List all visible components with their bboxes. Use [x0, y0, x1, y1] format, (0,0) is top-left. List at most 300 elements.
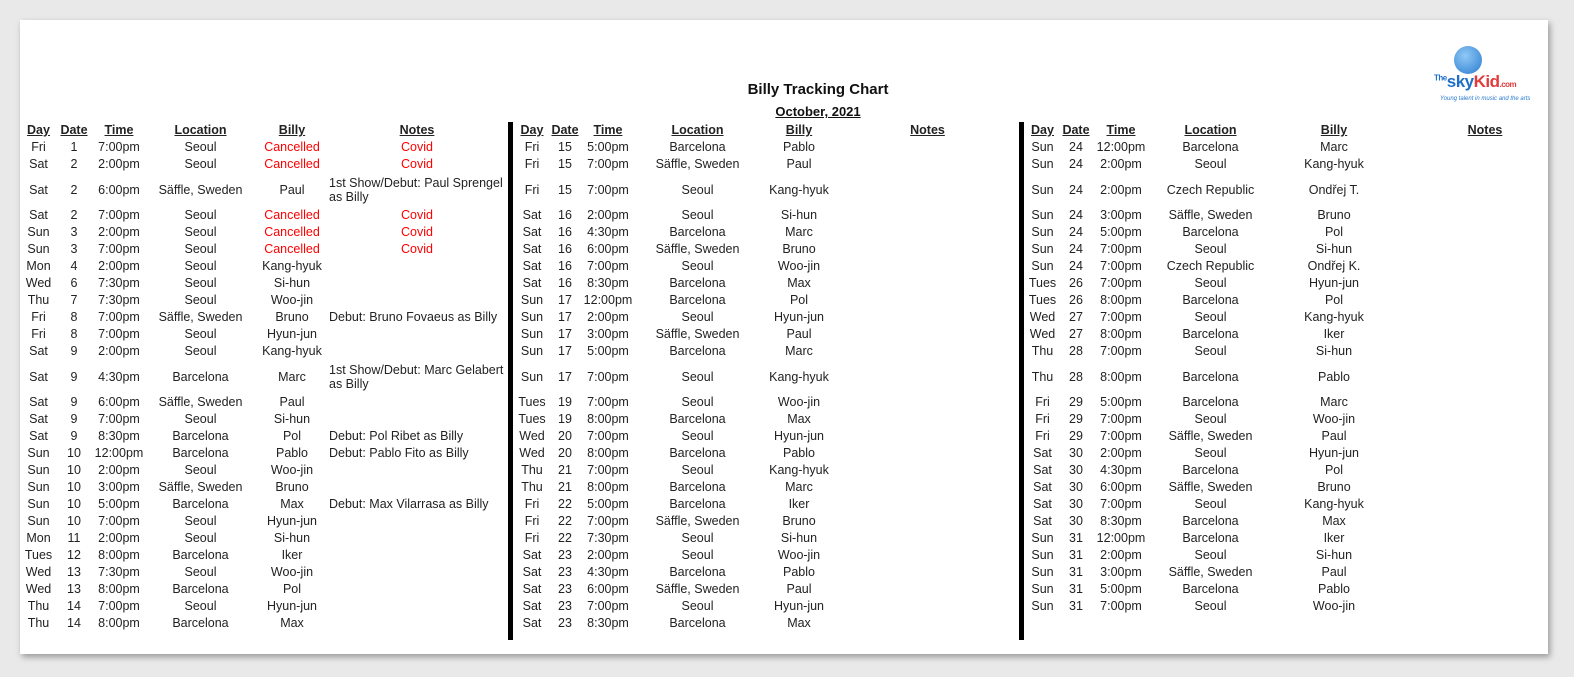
- cell-location: Barcelona: [669, 344, 726, 358]
- cell-day: Sat: [29, 395, 48, 409]
- cell-date: 28: [1069, 344, 1083, 358]
- cell-date: 9: [70, 412, 78, 426]
- cell-location: Seoul: [184, 208, 217, 222]
- cell-time: 2:00pm: [98, 157, 140, 171]
- cell-billy: Pablo: [783, 140, 815, 154]
- cell-day: Sun: [1031, 208, 1054, 222]
- cell-time: 5:00pm: [587, 497, 629, 511]
- cell-notes: [327, 394, 507, 411]
- cell-location: Säffle, Sweden: [655, 582, 740, 596]
- cell-day: Wed: [1029, 310, 1056, 324]
- cell-notes: [327, 615, 507, 632]
- cell-location: Seoul: [184, 599, 217, 613]
- cell-notes: [1396, 224, 1574, 241]
- cell-date: 16: [558, 208, 572, 222]
- cell-location: Säffle, Sweden: [158, 183, 243, 197]
- cell-location: Seoul: [681, 463, 714, 477]
- cell-location: Seoul: [1194, 412, 1227, 426]
- cell-day: Fri: [31, 140, 46, 154]
- cell-notes: [839, 462, 1016, 479]
- cell-billy: Bruno: [275, 310, 309, 324]
- cell-day: Wed: [1029, 327, 1056, 341]
- cell-location: Säffle, Sweden: [1168, 565, 1253, 579]
- cell-day: Sun: [1031, 183, 1054, 197]
- header-location: Location: [671, 123, 724, 137]
- cell-notes: [839, 428, 1016, 445]
- cell-notes: [1396, 496, 1574, 513]
- cell-date: 17: [558, 370, 572, 384]
- cell-billy: Cancelled: [264, 242, 320, 256]
- cell-day: Sat: [1033, 480, 1052, 494]
- cell-day: Sat: [522, 616, 542, 630]
- cell-time: 7:00pm: [1100, 429, 1142, 443]
- cell-notes: Covid: [401, 208, 433, 222]
- cell-location: Barcelona: [172, 429, 229, 443]
- cell-billy: Ondřej K.: [1307, 259, 1361, 273]
- cell-date: 24: [1069, 259, 1083, 273]
- cell-notes: [1396, 275, 1574, 292]
- cell-time: 2:00pm: [1100, 548, 1142, 562]
- cell-date: 16: [558, 242, 572, 256]
- cell-time: 8:30pm: [587, 276, 629, 290]
- cell-date: 15: [558, 140, 572, 154]
- cell-billy: Marc: [785, 225, 813, 239]
- cell-location: Seoul: [184, 293, 217, 307]
- cell-location: Seoul: [1194, 344, 1227, 358]
- skykid-logo[interactable]: [1432, 46, 1542, 106]
- cell-date: 22: [558, 514, 572, 528]
- cell-day: Sun: [1031, 259, 1054, 273]
- cell-date: 31: [1069, 599, 1083, 613]
- cell-date: 19: [558, 395, 572, 409]
- cell-time: 7:00pm: [1100, 310, 1142, 324]
- cell-billy: Pol: [789, 293, 809, 307]
- cell-notes: [839, 581, 1016, 598]
- cell-notes: [1396, 241, 1574, 258]
- cell-notes: [327, 530, 507, 547]
- cell-date: 3: [70, 242, 78, 256]
- cell-time: 7:00pm: [98, 140, 140, 154]
- cell-time: 5:00pm: [1100, 225, 1142, 239]
- cell-billy: Marc: [1320, 395, 1348, 409]
- cell-day: Sat: [29, 412, 48, 426]
- cell-day: Tues: [1028, 276, 1057, 290]
- cell-notes: [839, 615, 1016, 632]
- cell-notes: [327, 343, 507, 360]
- cell-date: 10: [67, 463, 81, 477]
- cell-day: Sun: [1031, 599, 1054, 613]
- cell-billy: Bruno: [782, 242, 816, 256]
- cell-time: 8:00pm: [1100, 293, 1142, 307]
- cell-billy: Hyun-jun: [1308, 446, 1360, 460]
- cell-notes: [839, 207, 1016, 224]
- cell-date: 14: [67, 616, 81, 630]
- cell-date: 24: [1069, 225, 1083, 239]
- cell-billy: Ondřej T.: [1308, 183, 1360, 197]
- cell-location: Barcelona: [172, 548, 229, 562]
- cell-date: 30: [1069, 514, 1083, 528]
- cell-location: Seoul: [184, 327, 217, 341]
- cell-time: 7:30pm: [98, 565, 140, 579]
- cell-day: Sat: [29, 370, 48, 384]
- cell-notes: [1396, 564, 1574, 581]
- cell-billy: Pol: [1324, 293, 1344, 307]
- cell-date: 24: [1069, 183, 1083, 197]
- cell-billy: Max: [280, 497, 304, 511]
- cell-location: Barcelona: [669, 412, 726, 426]
- cell-billy: Hyun-jun: [773, 429, 825, 443]
- cell-notes: Debut: Pablo Fito as Billy: [329, 446, 469, 460]
- schedule-block-2: [514, 122, 1016, 632]
- cell-location: Barcelona: [172, 497, 229, 511]
- cell-notes: [1396, 462, 1574, 479]
- cell-notes: [327, 598, 507, 615]
- cell-date: 30: [1069, 463, 1083, 477]
- cell-billy: Max: [787, 412, 811, 426]
- cell-date: 31: [1069, 548, 1083, 562]
- cell-time: 7:00pm: [587, 599, 629, 613]
- cell-date: 17: [558, 327, 572, 341]
- cell-notes: [327, 547, 507, 564]
- cell-billy: Max: [787, 616, 811, 630]
- cell-billy: Woo-jin: [1312, 599, 1356, 613]
- cell-billy: Si-hun: [273, 276, 311, 290]
- cell-notes: 1st Show/Debut: Paul Sprengel as Billy: [329, 176, 503, 204]
- cell-notes: [1396, 445, 1574, 462]
- cell-day: Fri: [524, 140, 540, 154]
- cell-day: Fri: [1035, 395, 1050, 409]
- cell-notes: [1396, 360, 1574, 394]
- cell-time: 6:00pm: [587, 582, 629, 596]
- cell-date: 9: [70, 395, 78, 409]
- cell-billy: Kang-hyuk: [769, 370, 829, 384]
- cell-day: Sat: [29, 344, 48, 358]
- cell-notes: [1396, 598, 1574, 615]
- cell-location: Seoul: [184, 463, 217, 477]
- cell-notes: [327, 292, 507, 309]
- cell-notes: Covid: [401, 225, 433, 239]
- cell-notes: Covid: [401, 157, 433, 171]
- cell-notes: [327, 462, 507, 479]
- cell-day: Wed: [25, 565, 52, 579]
- cell-date: 9: [70, 370, 78, 384]
- cell-time: 3:00pm: [1100, 208, 1142, 222]
- cell-date: 11: [67, 531, 81, 545]
- cell-location: Seoul: [681, 599, 714, 613]
- cell-location: Säffle, Sweden: [158, 310, 243, 324]
- cell-time: 7:00pm: [1100, 242, 1142, 256]
- cell-time: 7:30pm: [587, 531, 629, 545]
- cell-location: Seoul: [184, 344, 217, 358]
- cell-date: 22: [558, 497, 572, 511]
- cell-location: Säffle, Sweden: [655, 514, 740, 528]
- cell-day: Thu: [27, 599, 50, 613]
- cell-notes: [839, 513, 1016, 530]
- cell-notes: Covid: [401, 242, 433, 256]
- cell-billy: Si-hun: [1315, 344, 1353, 358]
- cell-time: 7:00pm: [1100, 412, 1142, 426]
- cell-location: Seoul: [184, 157, 217, 171]
- cell-day: Sun: [1031, 157, 1054, 171]
- cell-date: 24: [1069, 242, 1083, 256]
- cell-notes: [839, 530, 1016, 547]
- cell-location: Seoul: [184, 140, 217, 154]
- cell-day: Sun: [27, 463, 50, 477]
- cell-billy: Paul: [786, 157, 812, 171]
- cell-notes: [327, 326, 507, 343]
- cell-day: Sun: [27, 497, 50, 511]
- cell-date: 16: [558, 259, 572, 273]
- cell-billy: Kang-hyuk: [1304, 497, 1364, 511]
- cell-day: Sat: [522, 599, 542, 613]
- cell-notes: [839, 241, 1016, 258]
- header-location: Location: [1184, 123, 1237, 137]
- cell-billy: Woo-jin: [270, 565, 314, 579]
- cell-billy: Marc: [1320, 140, 1348, 154]
- cell-notes: Covid: [401, 140, 433, 154]
- cell-notes: [839, 156, 1016, 173]
- header-day: Day: [520, 123, 544, 137]
- cell-location: Seoul: [184, 412, 217, 426]
- cell-billy: Paul: [279, 395, 305, 409]
- cell-date: 17: [558, 344, 572, 358]
- header-date: Date: [1062, 123, 1090, 137]
- cell-time: 6:00pm: [1100, 480, 1142, 494]
- cell-location: Säffle, Sweden: [655, 157, 740, 171]
- cell-billy: Hyun-jun: [266, 599, 318, 613]
- cell-location: Barcelona: [669, 480, 726, 494]
- cell-date: 27: [1069, 327, 1083, 341]
- cell-date: 16: [558, 276, 572, 290]
- cell-day: Wed: [25, 582, 52, 596]
- cell-day: Fri: [31, 327, 46, 341]
- cell-day: Sun: [1031, 548, 1054, 562]
- cell-time: 5:00pm: [1100, 395, 1142, 409]
- cell-location: Säffle, Sweden: [1168, 208, 1253, 222]
- cell-day: Sat: [522, 582, 542, 596]
- cell-time: 2:00pm: [587, 208, 629, 222]
- cell-billy: Paul: [786, 327, 812, 341]
- cell-location: Barcelona: [172, 616, 229, 630]
- cell-billy: Bruno: [275, 480, 309, 494]
- cell-day: Sat: [522, 276, 542, 290]
- cell-location: Seoul: [184, 259, 217, 273]
- cell-notes: [327, 258, 507, 275]
- column-separator: [508, 122, 513, 640]
- cell-day: Sat: [522, 259, 542, 273]
- cell-billy: Woo-jin: [777, 395, 821, 409]
- cell-day: Sat: [1033, 497, 1052, 511]
- cell-time: 7:00pm: [1100, 259, 1142, 273]
- cell-day: Sun: [1031, 565, 1054, 579]
- cell-day: Wed: [519, 446, 545, 460]
- cell-date: 17: [558, 310, 572, 324]
- cell-location: Säffle, Sweden: [1168, 480, 1253, 494]
- cell-day: Sun: [520, 344, 544, 358]
- cell-day: Sat: [1033, 463, 1052, 477]
- cell-time: 7:00pm: [98, 208, 140, 222]
- cell-time: 2:00pm: [1100, 446, 1142, 460]
- cell-time: 7:00pm: [587, 395, 629, 409]
- cell-time: 4:30pm: [98, 370, 140, 384]
- cell-time: 4:30pm: [587, 565, 629, 579]
- cell-notes: [839, 139, 1016, 156]
- cell-notes: [839, 411, 1016, 428]
- cell-location: Säffle, Sweden: [158, 395, 243, 409]
- cell-location: Säffle, Sweden: [1168, 429, 1253, 443]
- cell-notes: [1396, 547, 1574, 564]
- cell-billy: Max: [280, 616, 304, 630]
- cell-date: 21: [558, 463, 572, 477]
- cell-billy: Marc: [785, 480, 813, 494]
- cell-notes: [839, 564, 1016, 581]
- cell-notes: [839, 496, 1016, 513]
- cell-time: 7:30pm: [98, 276, 140, 290]
- cell-day: Fri: [1035, 412, 1050, 426]
- cell-time: 8:30pm: [1100, 514, 1142, 528]
- cell-billy: Hyun-jun: [773, 599, 825, 613]
- cell-location: Seoul: [184, 225, 217, 239]
- cell-location: Barcelona: [1182, 395, 1239, 409]
- cell-date: 27: [1069, 310, 1083, 324]
- cell-location: Seoul: [1194, 157, 1227, 171]
- cell-location: Barcelona: [1182, 225, 1239, 239]
- cell-time: 7:00pm: [1100, 276, 1142, 290]
- cell-day: Fri: [524, 157, 540, 171]
- cell-notes: [1396, 411, 1574, 428]
- cell-date: 30: [1069, 446, 1083, 460]
- cell-day: Sat: [522, 548, 542, 562]
- cell-location: Säffle, Sweden: [655, 327, 740, 341]
- cell-time: 5:00pm: [1100, 582, 1142, 596]
- cell-notes: [839, 275, 1016, 292]
- cell-day: Tues: [518, 395, 546, 409]
- cell-time: 7:00pm: [98, 242, 140, 256]
- cell-notes: [1396, 258, 1574, 275]
- header-notes: Notes: [1467, 123, 1503, 137]
- header-time: Time: [593, 123, 623, 137]
- cell-time: 2:00pm: [98, 225, 140, 239]
- cell-date: 26: [1069, 293, 1083, 307]
- cell-date: 30: [1069, 480, 1083, 494]
- cell-notes: [327, 411, 507, 428]
- cell-date: 13: [67, 582, 81, 596]
- cell-location: Barcelona: [172, 446, 229, 460]
- cell-location: Seoul: [184, 242, 217, 256]
- cell-notes: Debut: Max Vilarrasa as Billy: [329, 497, 489, 511]
- cell-time: 6:00pm: [98, 183, 140, 197]
- cell-billy: Woo-jin: [777, 259, 821, 273]
- cell-day: Sat: [522, 225, 542, 239]
- cell-location: Seoul: [681, 183, 714, 197]
- cell-billy: Cancelled: [264, 140, 320, 154]
- cell-day: Sun: [1031, 242, 1054, 256]
- cell-notes: [839, 343, 1016, 360]
- cell-day: Sat: [522, 208, 542, 222]
- header-notes: Notes: [910, 123, 945, 137]
- cell-time: 8:30pm: [587, 616, 629, 630]
- column-separator: [1019, 122, 1024, 640]
- cell-time: 7:00pm: [587, 429, 629, 443]
- cell-day: Thu: [521, 463, 543, 477]
- cell-notes: [839, 173, 1016, 207]
- cell-location: Barcelona: [669, 225, 726, 239]
- cell-billy: Pol: [282, 582, 302, 596]
- header-time: Time: [104, 123, 134, 137]
- cell-time: 2:00pm: [587, 548, 629, 562]
- cell-location: Barcelona: [172, 582, 229, 596]
- cell-billy: Cancelled: [264, 225, 320, 239]
- cell-notes: Debut: Pol Ribet as Billy: [329, 429, 464, 443]
- cell-date: 22: [558, 531, 572, 545]
- cell-time: 2:00pm: [587, 310, 629, 324]
- cell-time: 8:00pm: [587, 446, 629, 460]
- cell-notes: [839, 598, 1016, 615]
- cell-time: 8:00pm: [1100, 327, 1142, 341]
- cell-location: Barcelona: [1182, 463, 1239, 477]
- cell-notes: [1396, 530, 1574, 547]
- cell-date: 2: [70, 208, 78, 222]
- cell-date: 31: [1069, 565, 1083, 579]
- cell-location: Barcelona: [669, 276, 726, 290]
- cell-billy: Paul: [279, 183, 305, 197]
- cell-billy: Kang-hyuk: [262, 259, 322, 273]
- cell-time: 7:00pm: [587, 514, 629, 528]
- cell-billy: Woo-jin: [270, 463, 314, 477]
- cell-date: 3: [70, 225, 78, 239]
- cell-day: Sun: [27, 242, 50, 256]
- cell-date: 17: [558, 293, 572, 307]
- cell-time: 7:00pm: [587, 463, 629, 477]
- cell-notes: [839, 479, 1016, 496]
- cell-billy: Bruno: [1317, 480, 1351, 494]
- cell-location: Barcelona: [172, 370, 229, 384]
- cell-day: Tues: [518, 412, 546, 426]
- cell-date: 12: [67, 548, 81, 562]
- cell-time: 8:00pm: [587, 480, 629, 494]
- cell-time: 7:30pm: [98, 293, 140, 307]
- cell-billy: Iker: [788, 497, 810, 511]
- cell-billy: Hyun-jun: [1308, 276, 1360, 290]
- cell-day: Sun: [1031, 225, 1054, 239]
- cell-time: 8:00pm: [98, 548, 140, 562]
- cell-day: Thu: [1031, 370, 1054, 384]
- cell-notes: [1396, 173, 1574, 207]
- cell-time: 2:00pm: [1100, 157, 1142, 171]
- cell-time: 4:30pm: [587, 225, 629, 239]
- cell-day: Fri: [524, 497, 540, 511]
- cell-location: Seoul: [681, 531, 714, 545]
- cell-billy: Woo-jin: [1312, 412, 1356, 426]
- cell-billy: Marc: [278, 370, 306, 384]
- cell-time: 12:00pm: [583, 293, 633, 307]
- cell-time: 8:00pm: [1100, 370, 1142, 384]
- cell-location: Seoul: [681, 429, 714, 443]
- cell-date: 31: [1069, 582, 1083, 596]
- cell-date: 20: [558, 446, 572, 460]
- cell-billy: Woo-jin: [777, 548, 821, 562]
- cell-notes: [327, 513, 507, 530]
- cell-location: Barcelona: [1182, 582, 1239, 596]
- cell-day: Fri: [524, 531, 540, 545]
- cell-location: Seoul: [681, 259, 714, 273]
- cell-location: Barcelona: [669, 446, 726, 460]
- cell-notes: 1st Show/Debut: Marc Gelabert as Billy: [329, 363, 504, 391]
- cell-location: Barcelona: [669, 497, 726, 511]
- cell-date: 15: [558, 183, 572, 197]
- cell-time: 2:00pm: [98, 344, 140, 358]
- cell-notes: [839, 394, 1016, 411]
